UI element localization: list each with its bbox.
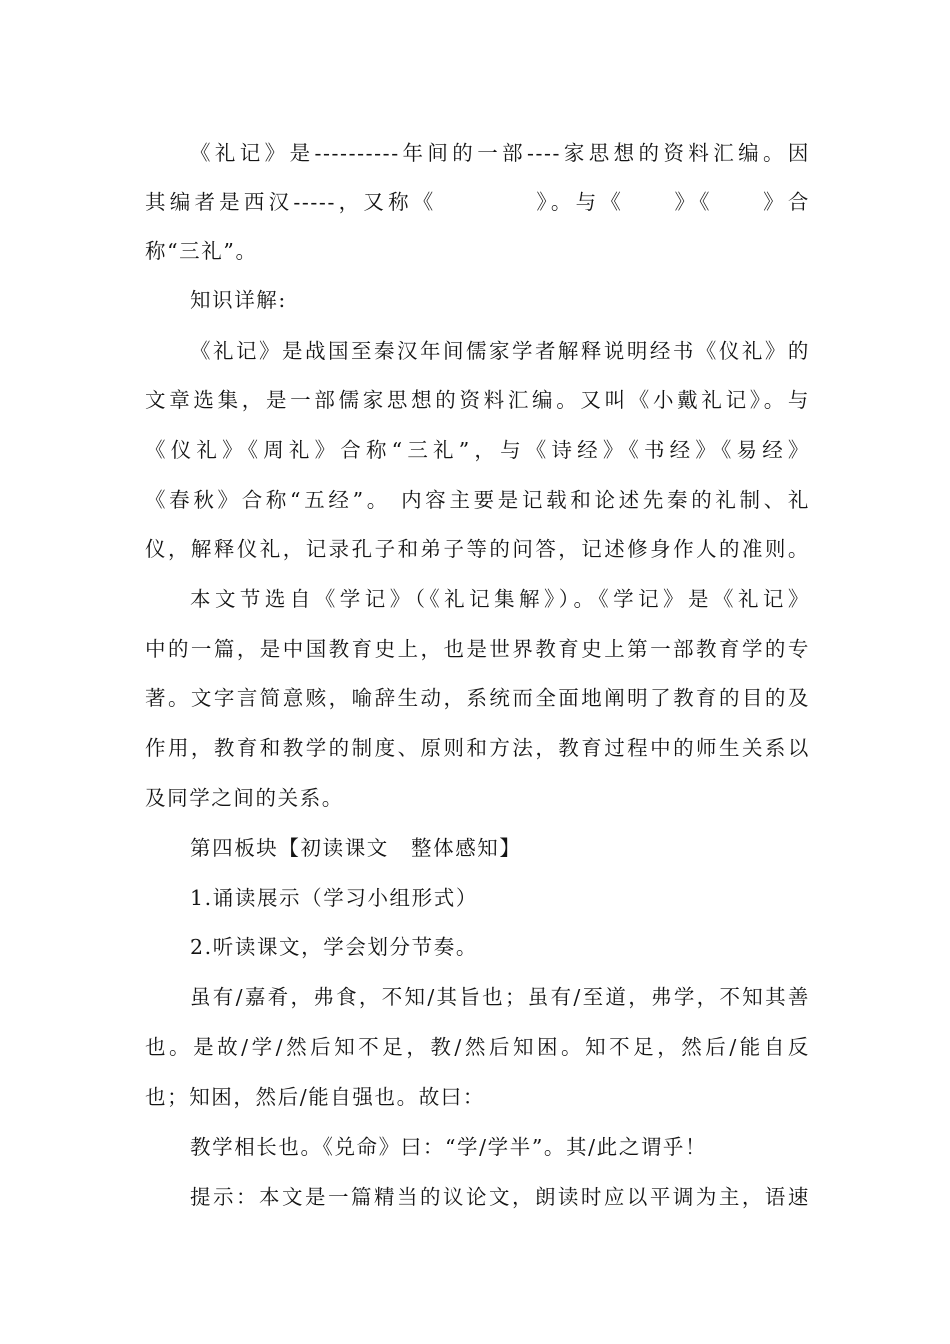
text-line: 虽有/嘉肴，弗食，不知/其旨也；虽有/至道，弗学，不知其善 [190,985,810,1009]
text-line: 其编者是西汉-----，又称《 》。与《 》《 》合 [145,190,810,214]
text-line: 《春秋》合称“五经”。 内容主要是记载和论述先秦的礼制、礼 [145,488,810,512]
text-line: 教学相长也。《兑命》曰：“学/学半”。其/此之谓乎！ [190,1135,708,1159]
text-line: 也。是故/学/然后知不足，教/然后知困。知不足，然后/能自反 [145,1035,810,1059]
text-line: 本文节选自《学记》（《礼记集解》）。《学记》是《礼记》 [190,587,810,611]
section-heading: 第四板块【初读课文 整体感知】 [190,836,522,860]
text-line: 中的一篇，是中国教育史上，也是世界教育史上第一部教育学的专 [145,637,810,661]
list-item: 1.诵读展示（学习小组形式） [190,886,478,910]
text-line: 《仪礼》《周礼》合称“三礼”，与《诗经》《书经》《易经》 [145,438,810,462]
text-line: 《礼记》是战国至秦汉年间儒家学者解释说明经书《仪礼》的 [190,339,810,363]
text-line: 文章选集，是一部儒家思想的资料汇编。又叫《小戴礼记》。与 [145,388,810,412]
section-heading: 知识详解: [190,288,287,312]
list-item: 2.听读课文，学会划分节奏。 [190,935,478,959]
text-line: 作用，教育和教学的制度、原则和方法，教育过程中的师生关系以 [145,736,810,760]
text-line: 著。文字言简意赅，喻辞生动，系统而全面地阐明了教育的目的及 [145,686,810,710]
text-line: 也；知困，然后/能自强也。故曰： [145,1085,486,1109]
text-line: 仪，解释仪礼，记录孔子和弟子等的问答，记述修身作人的准则。 [145,537,810,561]
text-line: 称“三礼”。 [145,239,258,263]
text-line: 《礼记》是----------年间的一部----家思想的资料汇编。因 [190,141,810,165]
text-line: 提示：本文是一篇精当的议论文，朗读时应以平调为主，语速 [190,1185,810,1209]
text-line: 及同学之间的关系。 [145,786,344,810]
